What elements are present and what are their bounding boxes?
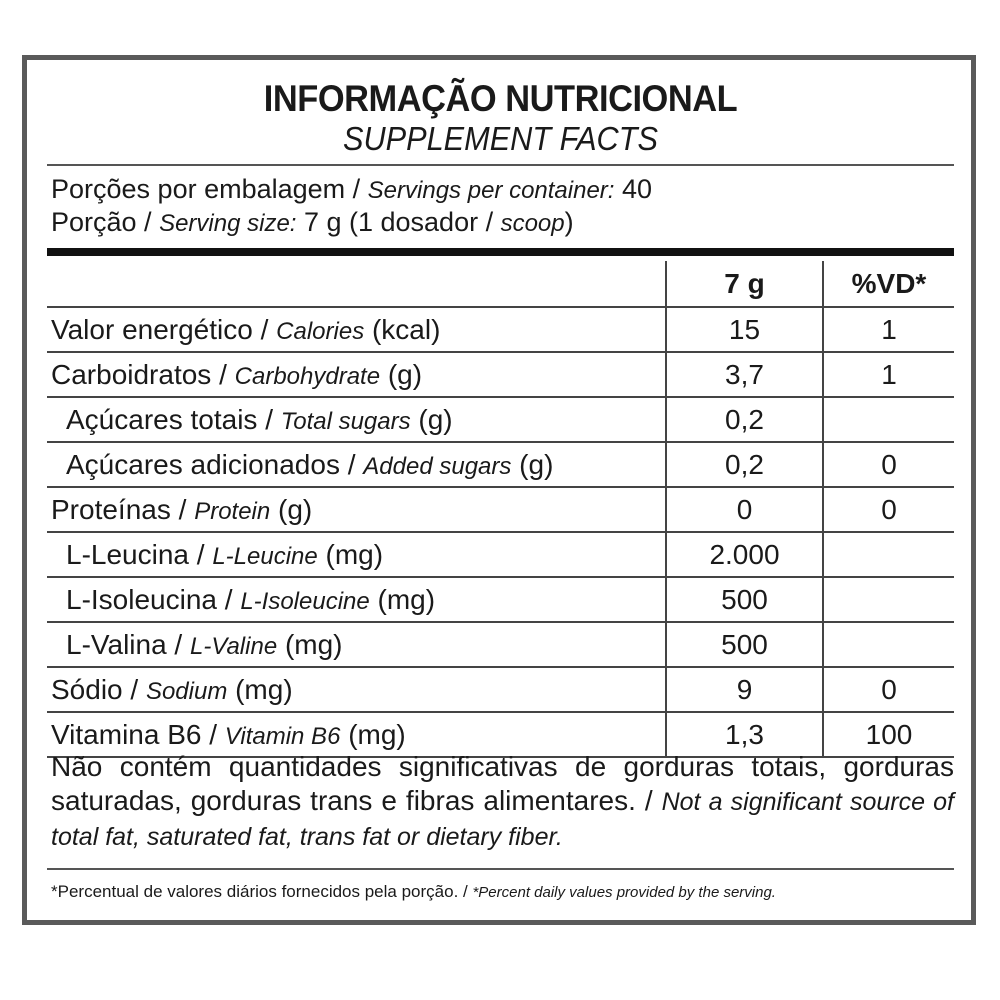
nutrient-amount: 500 [666, 622, 823, 667]
table-row [47, 307, 954, 352]
nutrient-label: Proteínas / Protein (g) [47, 487, 666, 532]
nutrient-dv: 0 [823, 442, 954, 487]
table-row [47, 487, 954, 532]
table-row [47, 577, 954, 622]
table-row [47, 442, 954, 487]
nutrient-dv [823, 622, 954, 667]
thick-divider [47, 248, 954, 256]
divider [47, 164, 954, 166]
nutrient-dv: 100 [823, 712, 954, 757]
nutrient-dv: 0 [823, 487, 954, 532]
nutrient-label: Açúcares adicionados / Added sugars (g) [47, 442, 666, 487]
nutrient-dv [823, 577, 954, 622]
header-amount: 7 g [666, 261, 823, 307]
serving-size: Porção / Serving size: 7 g (1 dosador / scoop) [51, 207, 574, 237]
nutrient-dv [823, 397, 954, 442]
footnote: *Percentual de valores diários fornecidos pela porção. / *Percent daily values provided by the serving. [51, 882, 776, 901]
panel-content [47, 60, 954, 920]
nutrient-table [47, 261, 954, 758]
not-significant-note: Não contém quantidades significativas de gorduras totais, gorduras saturadas, gorduras trans e fibras alimentares. / Not a significant source of total fat, saturated fat, trans fat or dietary fiber. [51, 751, 954, 851]
table-row [47, 397, 954, 442]
nutrient-label: Carboidratos / Carbohydrate (g) [47, 352, 666, 397]
nutrient-dv: 0 [823, 667, 954, 712]
nutrient-amount: 9 [666, 667, 823, 712]
nutrient-amount: 0 [666, 487, 823, 532]
nutrition-facts-panel [22, 55, 976, 925]
nutrient-label: Vitamina B6 / Vitamin B6 (mg) [47, 712, 666, 757]
nutrient-label: Sódio / Sodium (mg) [47, 667, 666, 712]
table-row [47, 532, 954, 577]
nutrient-amount: 1,3 [666, 712, 823, 757]
nutrient-amount: 15 [666, 307, 823, 352]
table-header-row [47, 261, 954, 307]
nutrient-label: L-Leucina / L-Leucine (mg) [47, 532, 666, 577]
table-row [47, 622, 954, 667]
panel-title: INFORMAÇÃO NUTRICIONAL [263, 78, 738, 119]
header-label-cell [47, 261, 666, 307]
nutrient-amount: 0,2 [666, 442, 823, 487]
nutrient-label: Valor energético / Calories (kcal) [47, 307, 666, 352]
table-row [47, 667, 954, 712]
nutrient-dv: 1 [823, 352, 954, 397]
nutrient-amount: 500 [666, 577, 823, 622]
nutrient-amount: 3,7 [666, 352, 823, 397]
nutrient-label: Açúcares totais / Total sugars (g) [47, 397, 666, 442]
nutrient-dv [823, 532, 954, 577]
servings-per-container: Porções por embalagem / Servings per container: 40 [51, 174, 653, 204]
nutrient-amount: 0,2 [666, 397, 823, 442]
divider [47, 868, 954, 870]
panel-subtitle: SUPPLEMENT FACTS [343, 120, 658, 157]
nutrient-label: L-Isoleucina / L-Isoleucine (mg) [47, 577, 666, 622]
nutrient-label: L-Valina / L-Valine (mg) [47, 622, 666, 667]
table-row [47, 352, 954, 397]
nutrient-dv: 1 [823, 307, 954, 352]
nutrient-amount: 2.000 [666, 532, 823, 577]
header-dv: %VD* [823, 261, 954, 307]
